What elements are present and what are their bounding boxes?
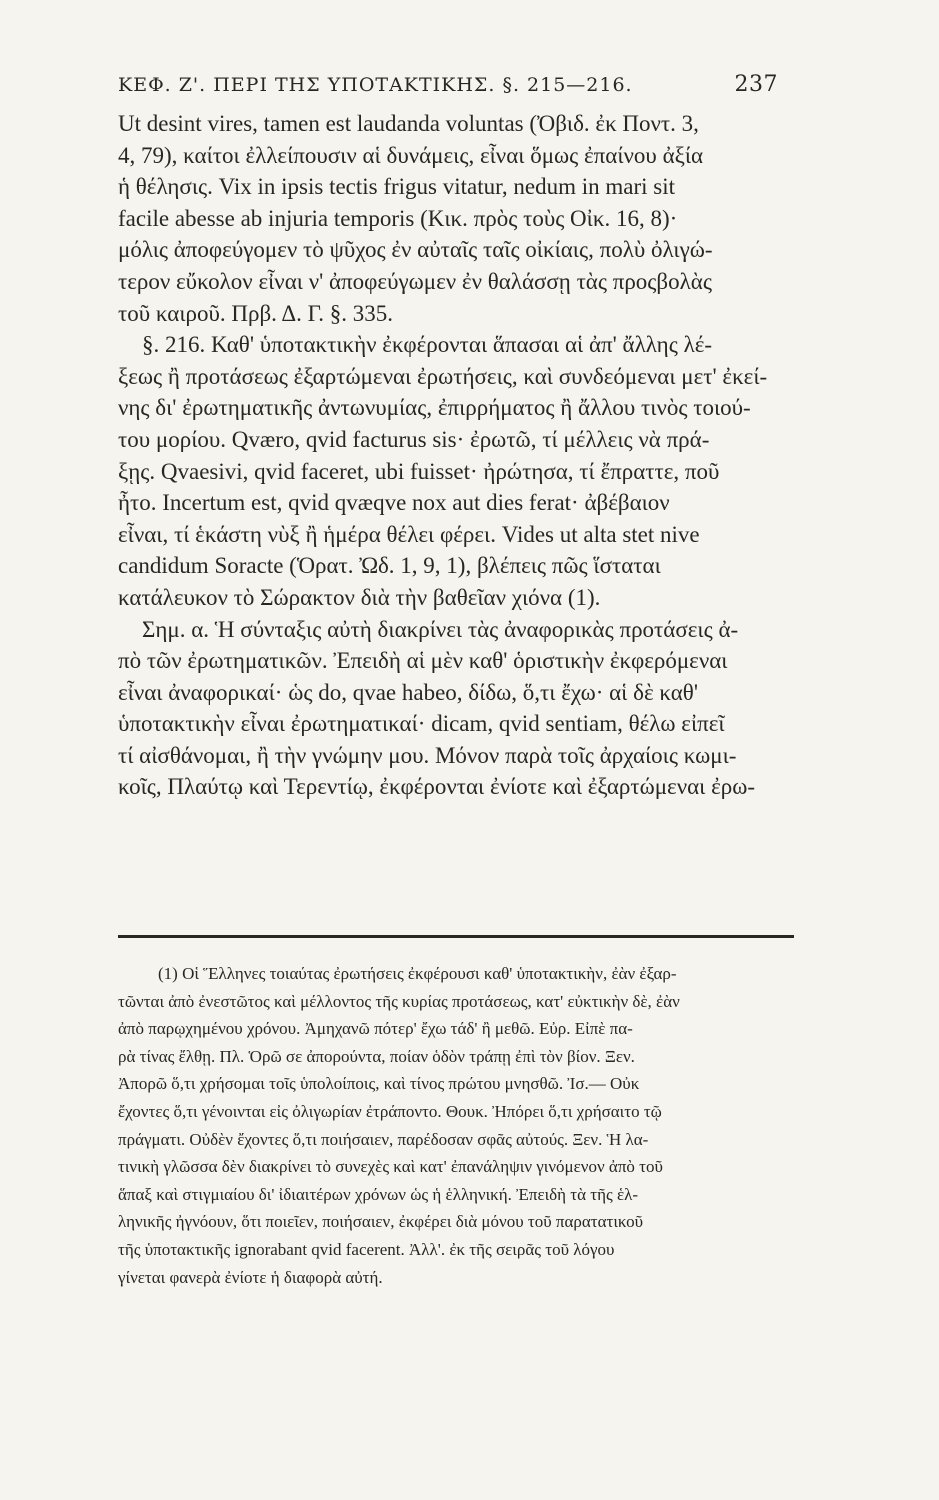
footnote-line: τινικὴ γλῶσσα δὲν διακρίνει τὸ συνεχὲς καὶ κατ' ἐπανάληψιν γινόμενον ἀπὸ τοῦ xyxy=(118,1157,663,1177)
footnote-line: τῶνται ἀπὸ ἐνεστῶτος καὶ μέλλοντος τῆς κυρίας προτάσεως, κατ' εὐκτικὴν δὲ, ἐὰν xyxy=(118,991,680,1011)
body-text-line: §. 216. Καθ' ὑποτακτικὴν ἐκφέρονται ἅπασαι αἱ ἀπ' ἄλλης λέ- xyxy=(142,332,713,358)
body-text-line: μόλις ἀποφεύγομεν τὸ ψῦχος ἐν αὐταῖς ταῖς οἰκίαις, πολὺ ὀλιγώ- xyxy=(118,237,713,263)
body-text-line: Ut desint vires, tamen est laudanda voluntas (Ὀβιδ. ἐκ Ποντ. 3, xyxy=(118,111,699,136)
body-text-line: εἶναι, τί ἑκάστη νὺξ ἢ ἡμέρα θέλει φέρει. Vides ut alta stet nive xyxy=(118,521,700,547)
body-text-line: ἦτο. Incertum est, qvid qvæqve nox aut dies ferat· ἀβέβαιον xyxy=(118,490,670,516)
footnote xyxy=(118,960,794,1291)
footnote-line: ἅπαξ καὶ στιγμιαίου δι' ἰδιαιτέρων χρόνων ὡς ἡ ἑλληνική. Ἐπειδὴ τὰ τῆς ἑλ- xyxy=(118,1184,639,1204)
footnote-line: ἀπὸ παρῳχημένου χρόνου. Ἀμηχανῶ πότερ' ἔχω τάδ' ἢ μεθῶ. Εὐρ. Εἰπὲ πα- xyxy=(118,1019,633,1039)
running-header xyxy=(118,72,778,97)
body-text-line: τί αἰσθάνομαι, ἢ τὴν γνώμην μου. Μόνον παρὰ τοῖς ἀρχαίοις κωμι- xyxy=(118,742,737,768)
footnote-separator-rule xyxy=(118,935,794,938)
footnote-line: τῆς ὑποτακτικῆς ignorabant qvid facerent. Ἀλλ'. ἐκ τῆς σειρᾶς τοῦ λόγου xyxy=(118,1239,615,1259)
footnote-line: πράγματι. Οὐδὲν ἔχοντες ὅ,τι ποιήσαιεν, παρέδοσαν σφᾶς αὐτούς. Ξεν. Ἡ λα- xyxy=(118,1129,649,1149)
body-text-line: Σημ. α. Ἡ σύνταξις αὐτὴ διακρίνει τὰς ἀναφορικὰς προτάσεις ἀ- xyxy=(142,616,739,642)
page-number: 237 xyxy=(734,72,778,97)
footnote-line: (1) Οἱ Ἕλληνες τοιαύτας ἐρωτήσεις ἐκφέρουσι καθ' ὑποτακτικὴν, ἐὰν ἐξαρ- xyxy=(158,964,677,983)
body-text-line: κατάλευκον τὸ Σώρακτον διὰ τὴν βαθεῖαν χιόνα (1). xyxy=(118,584,601,610)
body-text-line: ἡ θέλησις. Vix in ipsis tectis frigus vitatur, nedum in mari sit xyxy=(118,174,675,200)
body-text-line: ξεως ἢ προτάσεως ἐξαρτώμεναι ἐρωτήσεις, καὶ συνδεόμεναι μετ' ἐκεί- xyxy=(118,363,768,389)
body-text-line: facile abesse ab injuria temporis (Κικ. πρὸς τοὺς Οἰκ. 16, 8)· xyxy=(118,205,678,231)
body-text-line: 4, 79), καίτοι ἐλλείπουσιν αἱ δυνάμεις, εἶναι ὅμως ἐπαίνου ἀξία xyxy=(118,142,704,168)
body-text-line: τοῦ καιροῦ. Πρβ. Δ. Γ. §. 335. xyxy=(118,300,393,326)
body-text-line: candidum Soracte (Ὁρατ. Ὠδ. 1, 9, 1), βλέπεις πῶς ἵσταται xyxy=(118,553,661,579)
body-text-line: ὑποτακτικὴν εἶναι ἐρωτηματικαί· dicam, qvid sentiam, θέλω εἰπεῖ xyxy=(118,711,725,737)
body-text-line: κοῖς, Πλαύτῳ καὶ Τερεντίῳ, ἐκφέρονται ἐνίοτε καὶ ἐξαρτώμεναι ἐρω- xyxy=(118,774,756,800)
footnote-line: γίνεται φανερὰ ἐνίοτε ἡ διαφορὰ αὐτή. xyxy=(118,1267,383,1287)
running-title: ΚΕΦ. Ζ'. ΠΕΡΙ ΤΗΣ ΥΠΟΤΑΚΤΙΚΗΣ. §. 215—216. xyxy=(118,74,633,96)
main-text xyxy=(118,108,782,803)
body-text-line: τερον εὔκολον εἶναι ν' ἀποφεύγωμεν ἐν θαλάσσῃ τὰς προςβολὰς xyxy=(118,268,712,294)
footnote-line: Ἀπορῶ ὅ,τι χρήσομαι τοῖς ὑπολοίποις, καὶ τίνος πρώτου μνησθῶ. Ἰσ.— Οὐκ xyxy=(118,1074,640,1094)
footnote-line: ληνικῆς ἠγνόουν, ὅτι ποιεῖεν, ποιήσαιεν, ἐκφέρει διὰ μόνου τοῦ παρατατικοῦ xyxy=(118,1212,644,1232)
body-text-line: πὸ τῶν ἐρωτηματικῶν. Ἐπειδὴ αἱ μὲν καθ' ὁριστικὴν ἐκφερόμεναι xyxy=(118,648,728,674)
footnote-line: ρὰ τίνας ἔλθῃ. Πλ. Ὁρῶ σε ἀπορούντα, ποίαν ὁδὸν τράπῃ ἐπὶ τὸν βίον. Ξεν. xyxy=(118,1046,635,1066)
body-text-line: ξῃς. Qvaesivi, qvid faceret, ubi fuisset· ἠρώτησα, τί ἔπραττε, ποῦ xyxy=(118,458,720,484)
body-text-line: εἶναι ἀναφορικαί· ὡς do, qvae habeo, δίδω, ὅ,τι ἔχω· αἱ δὲ καθ' xyxy=(118,679,698,705)
footnote-line: ἔχοντες ὅ,τι γένοινται εἰς ὀλιγωρίαν ἐτράποντο. Θουκ. Ἠπόρει ὅ,τι χρήσαιτο τῷ xyxy=(118,1101,662,1121)
body-text-line: νης δι' ἐρωτηματικῆς ἀντωνυμίας, ἐπιρρήματος ἢ ἄλλου τινὸς τοιού- xyxy=(118,395,751,421)
body-text-line: του μορίου. Qværo, qvid facturus sis· ἐρωτῶ, τί μέλλεις νὰ πρά- xyxy=(118,426,710,452)
